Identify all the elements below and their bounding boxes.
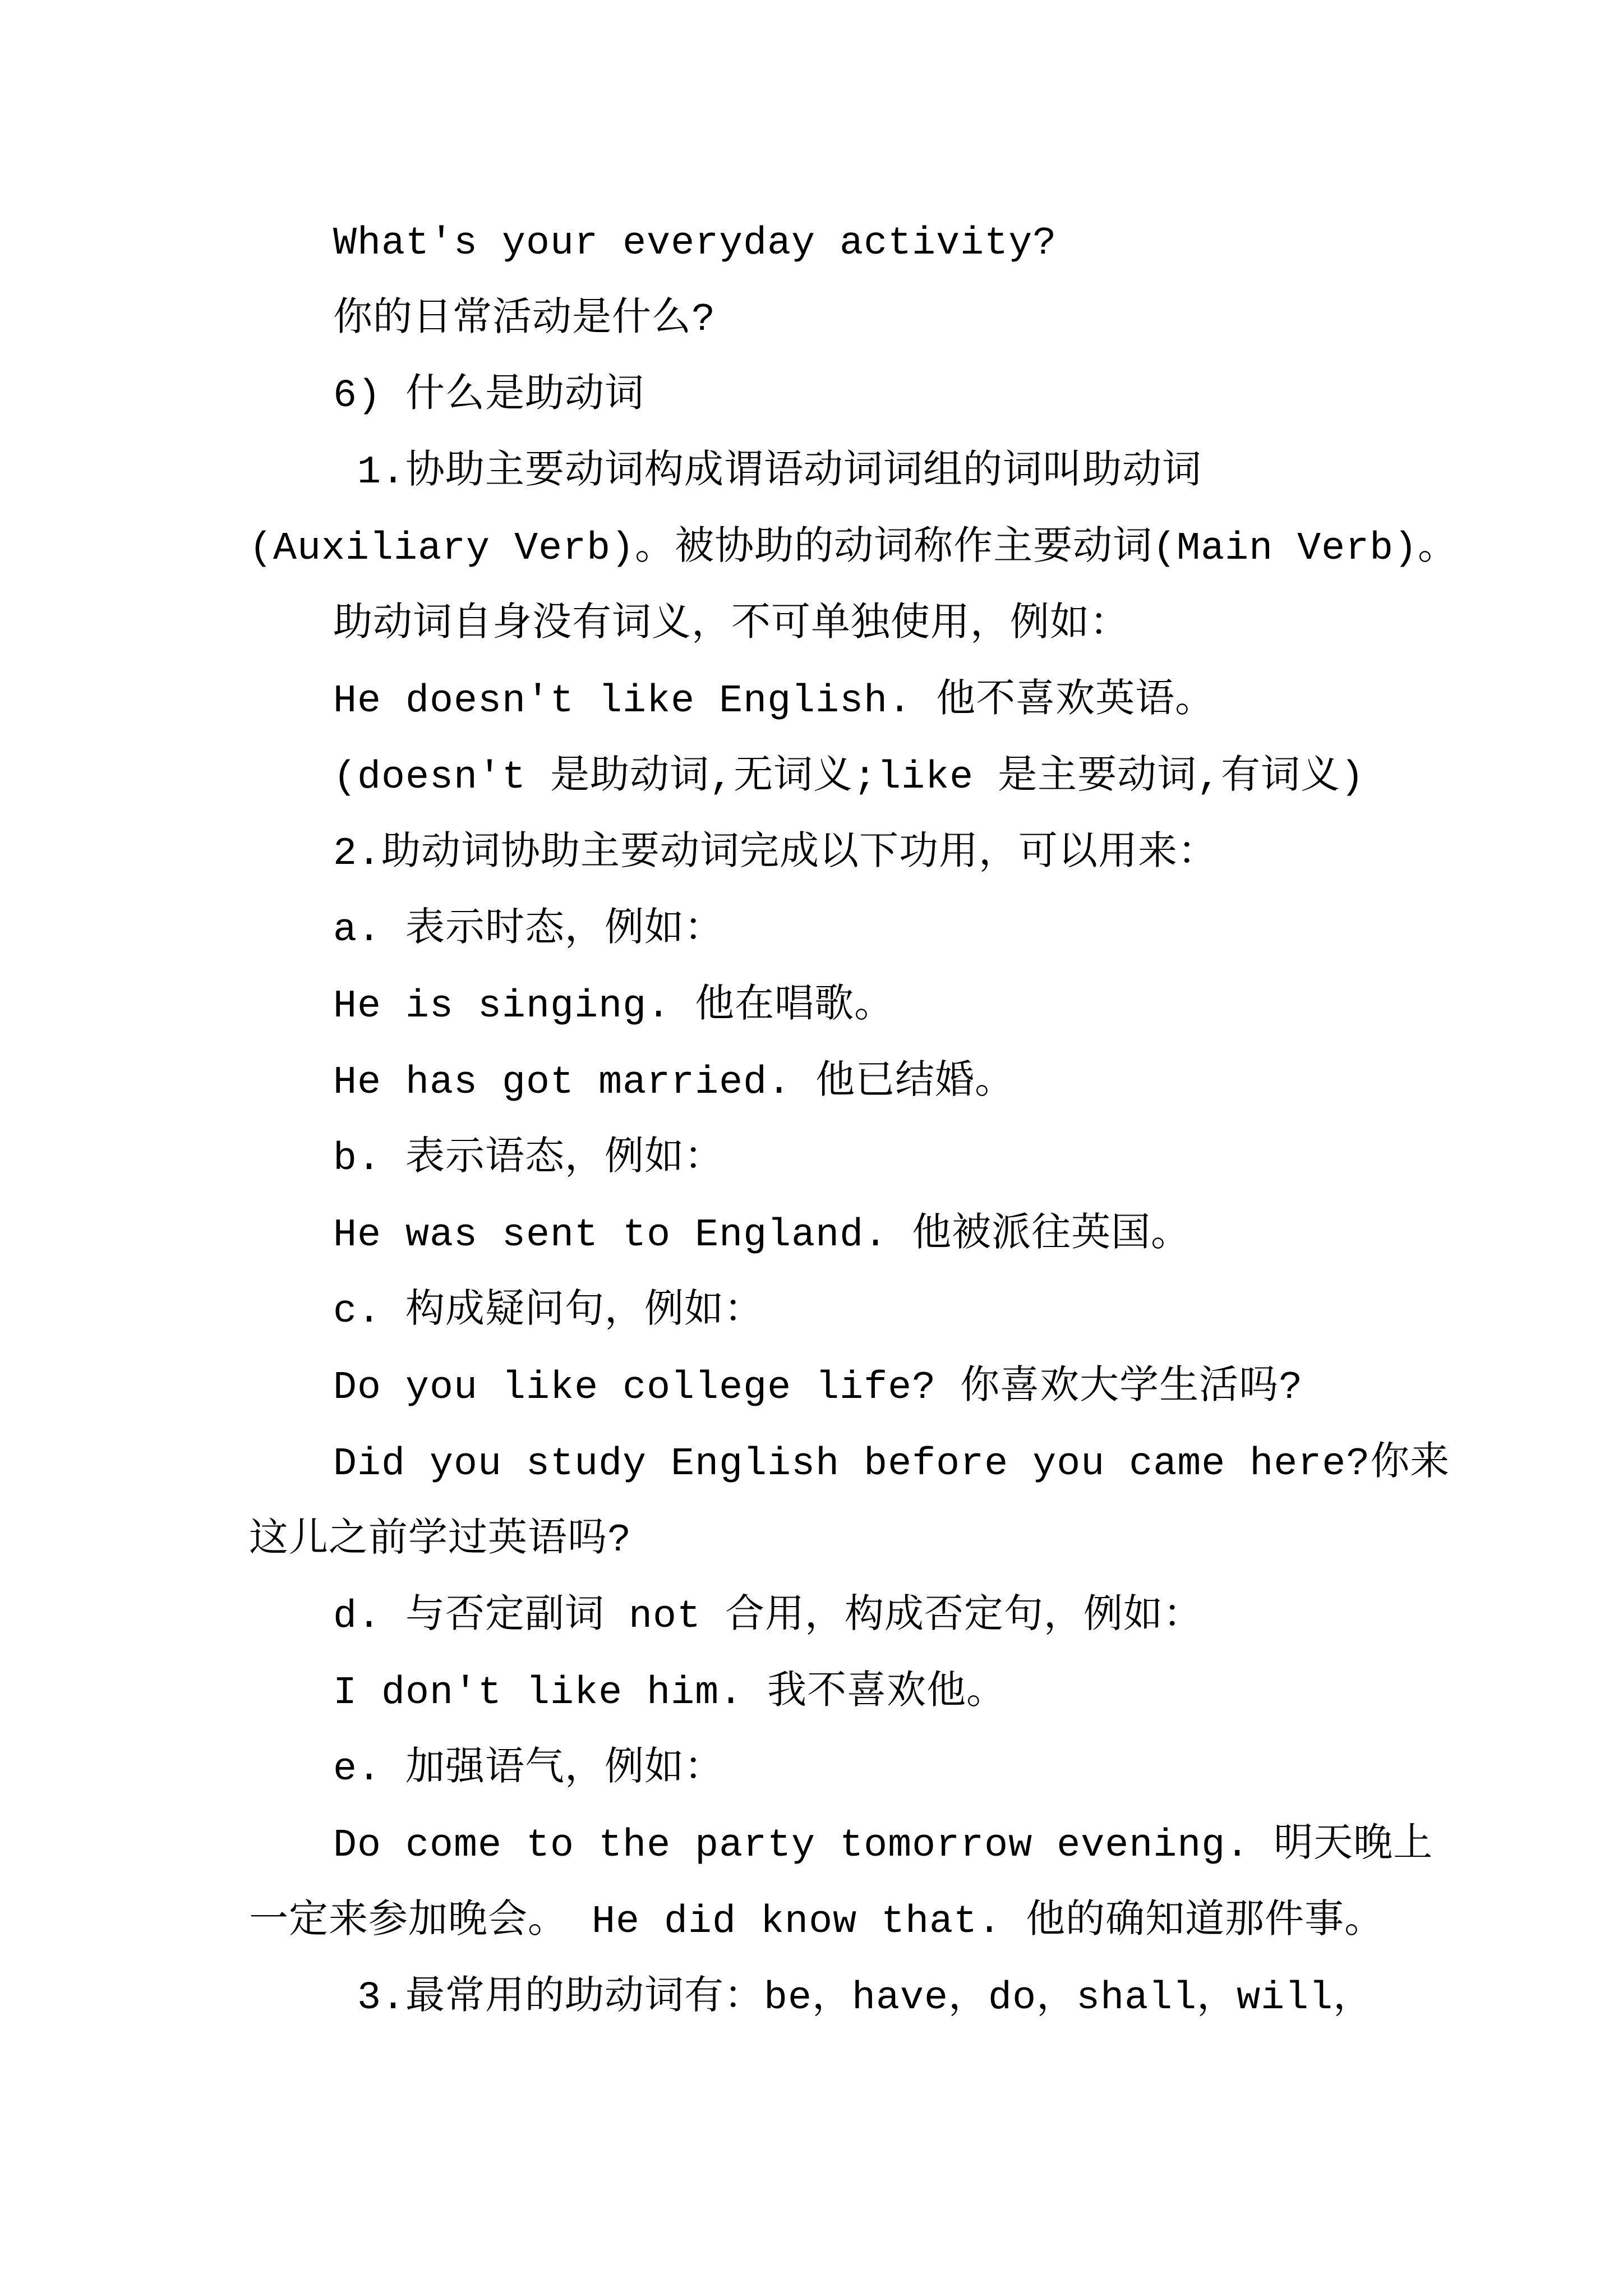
- text-line-14: He was sent to England. 他被派往英国。: [333, 1213, 1191, 1258]
- text-line-1: What's your everyday activity?: [333, 222, 1057, 266]
- text-line-11: He is singing. 他在唱歌。: [333, 984, 895, 1029]
- text-line-7: He doesn't like English. 他不喜欢英语。: [333, 679, 1215, 724]
- text-line-22: Do come to the party tomorrow evening. 明天晚上: [333, 1824, 1433, 1868]
- text-line-10: a. 表示时态，例如：: [333, 908, 725, 953]
- text-line-5: (Auxiliary Verb)。被协助的动词称作主要动词(Main Verb)。: [249, 527, 1458, 571]
- text-line-12: He has got married. 他已结婚。: [333, 1061, 1015, 1105]
- text-line-17: Did you study English before you came here?你来: [333, 1442, 1450, 1487]
- text-line-2: 你的日常活动是什么?: [333, 298, 716, 342]
- text-line-18: 这儿之前学过英语吗?: [249, 1519, 632, 1563]
- text-line-8: (doesn't 是助动词,无词义;like 是主要动词,有词义): [333, 756, 1365, 800]
- text-line-20: I don't like him. 我不喜欢他。: [333, 1671, 1007, 1715]
- text-line-21: e. 加强语气，例如：: [333, 1747, 725, 1792]
- text-line-4: 1.协助主要动词构成谓语动词词组的词叫助动词: [333, 450, 1202, 495]
- text-line-23: 一定来参加晚会。 He did know that. 他的确知道那件事。: [249, 1900, 1385, 1944]
- text-line-16: Do you like college life? 你喜欢大学生活吗?: [333, 1366, 1303, 1410]
- text-line-24: 3.最常用的助动词有：be，have，do，shall，will，: [333, 1976, 1373, 2021]
- text-line-3: 6) 什么是助动词: [333, 374, 645, 418]
- text-line-13: b. 表示语态，例如：: [333, 1137, 725, 1181]
- text-line-15: c. 构成疑问句，例如：: [333, 1290, 764, 1334]
- text-line-6: 助动词自身没有词义，不可单独使用，例如：: [333, 603, 1129, 647]
- text-line-9: 2.助动词协助主要动词完成以下功用，可以用来：: [333, 832, 1218, 876]
- text-line-19: d. 与否定副词 not 合用，构成否定句，例如：: [333, 1595, 1204, 1639]
